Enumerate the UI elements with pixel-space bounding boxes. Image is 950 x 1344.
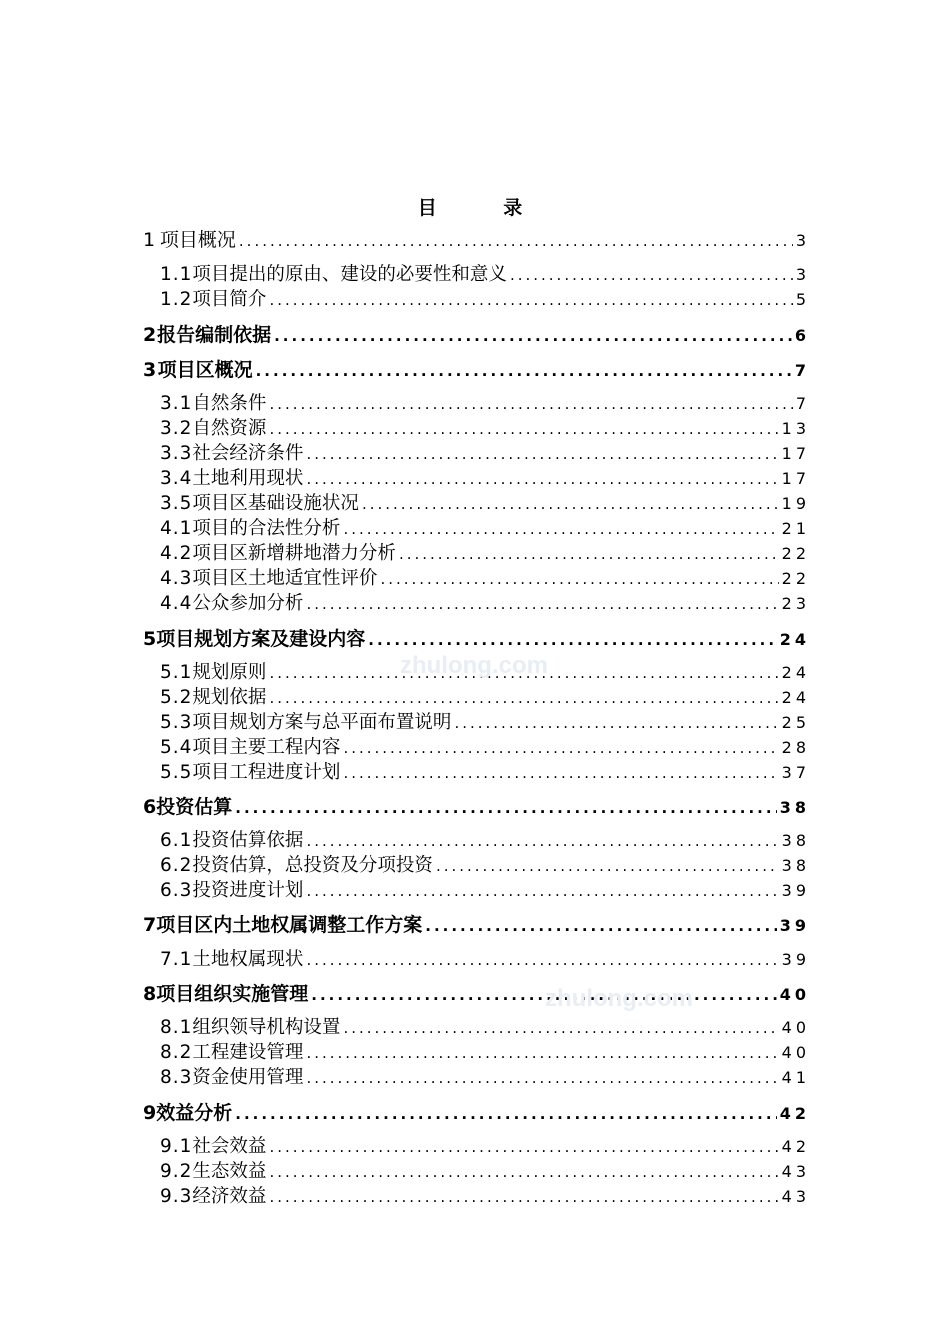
toc-entry-title: 规划原则	[192, 662, 267, 683]
toc-entry-page: 6	[794, 326, 810, 345]
toc-entry[interactable]	[160, 1066, 810, 1090]
toc-entry-title: 经济效益	[192, 1186, 267, 1207]
toc-entry-number: 5	[143, 628, 157, 650]
toc-entry-number: 8.1	[160, 1017, 193, 1038]
toc-entry-number: 6.2	[160, 855, 193, 876]
toc-entry-page: 21	[781, 519, 810, 538]
toc-entry[interactable]	[160, 1160, 810, 1184]
toc-entry-number: 3.5	[160, 493, 193, 514]
toc-entry-title: 项目区新增耕地潜力分析	[192, 543, 396, 564]
toc-entry-title: 自然条件	[192, 393, 267, 414]
toc-dot-leader	[306, 1066, 778, 1090]
toc-entry-title: 项目组织实施管理	[156, 983, 309, 1005]
toc-entry-page: 3	[795, 231, 810, 250]
toc-entry-page: 38	[779, 798, 810, 817]
toc-entry-title: 投资估算	[156, 796, 233, 818]
toc-entry[interactable]	[143, 1101, 810, 1125]
toc-entry-page: 39	[781, 950, 810, 969]
toc-entry-number: 5.5	[160, 762, 193, 783]
toc-entry-number: 3	[143, 359, 157, 381]
toc-entry-title: 项目概况	[159, 229, 236, 251]
toc-entry-page: 24	[781, 663, 810, 682]
toc-entry-page: 22	[781, 569, 810, 588]
toc-dot-leader	[269, 1185, 778, 1209]
toc-entry-number: 5.2	[160, 687, 193, 708]
toc-entry-title: 项目主要工程内容	[192, 737, 341, 758]
toc-entry-number: 1.1	[160, 264, 193, 285]
toc-title: 目 录	[417, 197, 553, 219]
toc-entry-page: 40	[781, 1043, 810, 1062]
toc-entry[interactable]	[160, 288, 810, 312]
toc-entry-number: 2	[143, 324, 157, 346]
toc-dot-leader	[269, 686, 778, 710]
toc-entry-number: 1	[143, 229, 156, 251]
toc-dot-leader	[269, 417, 778, 441]
toc-entry-page: 43	[781, 1187, 810, 1206]
toc-entry[interactable]	[160, 761, 810, 785]
toc-entry-number: 5.4	[160, 737, 193, 758]
toc-dot-leader	[306, 1041, 778, 1065]
toc-entry-page: 25	[781, 713, 810, 732]
toc-entry[interactable]	[143, 358, 810, 382]
toc-entry-page: 42	[781, 1137, 810, 1156]
toc-entry-page: 40	[781, 1018, 810, 1037]
toc-entry-title: 项目区概况	[157, 359, 253, 381]
toc-entry[interactable]	[160, 1041, 810, 1065]
toc-dot-leader	[343, 517, 778, 541]
toc-dot-leader	[306, 948, 778, 972]
toc-entry-number: 7.1	[160, 949, 193, 970]
toc-entry-page: 17	[781, 469, 810, 488]
toc-entry-number: 6.1	[160, 830, 193, 851]
toc-entry-title: 投资进度计划	[192, 880, 304, 901]
toc-dot-leader	[269, 661, 778, 685]
toc-entry-number: 3.4	[160, 468, 193, 489]
toc-entry[interactable]	[160, 392, 810, 416]
toc-entry-page: 3	[795, 265, 810, 284]
toc-entry-title: 报告编制依据	[157, 324, 272, 346]
toc-entry[interactable]	[160, 661, 810, 685]
toc-entry-title: 效益分析	[156, 1102, 233, 1124]
toc-dot-leader	[306, 442, 778, 466]
toc-entry[interactable]	[160, 711, 810, 735]
toc-entry[interactable]	[160, 517, 810, 541]
toc-dot-leader	[399, 542, 779, 566]
toc-dot-leader	[269, 1160, 778, 1184]
toc-entry-title: 项目区基础设施状况	[192, 493, 359, 514]
toc-entry-page: 42	[779, 1104, 810, 1123]
toc-entry-number: 9.3	[160, 1186, 193, 1207]
toc-entry-number: 6	[143, 796, 157, 818]
toc-entry-page: 23	[781, 594, 810, 613]
toc-dot-leader	[343, 1016, 778, 1040]
toc-entry-number: 3.1	[160, 393, 193, 414]
toc-entry-page: 38	[781, 831, 810, 850]
toc-dot-leader	[306, 592, 778, 616]
toc-entry[interactable]	[143, 228, 810, 252]
toc-dot-leader	[269, 1135, 778, 1159]
toc-entry-number: 8.2	[160, 1042, 193, 1063]
toc-entry-page: 43	[781, 1162, 810, 1181]
toc-entry[interactable]	[160, 263, 810, 287]
toc-entry[interactable]	[160, 592, 810, 616]
toc-dot-leader	[235, 1102, 776, 1126]
toc-entry-title: 投资估算依据	[192, 830, 304, 851]
toc-entry-number: 5.3	[160, 712, 193, 733]
toc-entry-title: 规划依据	[192, 687, 267, 708]
toc-entry-title: 项目简介	[192, 289, 267, 310]
toc-entry-page: 5	[795, 290, 810, 309]
toc-dot-leader	[274, 324, 792, 348]
watermark: zhulong.com	[545, 985, 693, 1012]
toc-entry[interactable]	[160, 542, 810, 566]
toc-entry-number: 9.1	[160, 1136, 193, 1157]
toc-entry-page: 41	[781, 1068, 810, 1087]
toc-entry-title: 资金使用管理	[192, 1067, 304, 1088]
toc-entry-title: 项目工程进度计划	[192, 762, 341, 783]
toc-entry-page: 19	[781, 494, 810, 513]
toc-entry-title: 组织领导机构设置	[192, 1017, 341, 1038]
toc-entry[interactable]	[160, 1016, 810, 1040]
watermark: zhulong.com	[400, 652, 548, 679]
toc-entry-title: 社会经济条件	[192, 443, 304, 464]
toc-dot-leader	[454, 711, 778, 735]
toc-entry-page: 24	[781, 688, 810, 707]
toc-entry-number: 8.3	[160, 1067, 193, 1088]
toc-dot-leader	[269, 288, 792, 312]
toc-entry[interactable]	[143, 795, 810, 819]
toc-dot-leader	[368, 628, 776, 652]
toc-entry-page: 22	[781, 544, 810, 563]
toc-entry[interactable]	[160, 829, 810, 853]
toc-dot-leader	[306, 467, 778, 491]
toc-dot-leader	[425, 914, 776, 938]
toc-entry[interactable]	[160, 467, 810, 491]
toc-entry[interactable]	[160, 417, 810, 441]
toc-entry-title: 项目的合法性分析	[192, 518, 341, 539]
toc-entry-number: 7	[143, 914, 157, 936]
toc-entry[interactable]	[143, 913, 810, 937]
toc-entry[interactable]	[160, 1135, 810, 1159]
toc-entry-title: 社会效益	[192, 1136, 267, 1157]
toc-dot-leader	[510, 263, 793, 287]
toc-entry-title: 项目规划方案与总平面布置说明	[192, 712, 452, 733]
toc-entry-page: 39	[779, 916, 810, 935]
toc-entry-title: 项目规划方案及建设内容	[156, 628, 366, 650]
toc-dot-leader	[343, 761, 778, 785]
toc-entry-number: 4.3	[160, 568, 193, 589]
toc-entry-number: 3.3	[160, 443, 193, 464]
toc-dot-leader	[269, 392, 792, 416]
toc-entry-number: 4.4	[160, 593, 193, 614]
toc-entry[interactable]	[160, 1185, 810, 1209]
toc-entry-page: 38	[781, 856, 810, 875]
toc-entry-page: 13	[781, 419, 810, 438]
toc-dot-leader	[436, 854, 779, 878]
toc-dot-leader	[239, 229, 793, 253]
toc-dot-leader	[235, 796, 776, 820]
toc-entry-title: 生态效益	[192, 1161, 267, 1182]
toc-entry-page: 7	[795, 394, 810, 413]
toc-entry-title: 项目提出的原由、建设的必要性和意义	[192, 264, 507, 285]
toc-dot-leader	[256, 359, 792, 383]
toc-entry-title: 投资估算，总投资及分项投资	[192, 855, 433, 876]
toc-entry[interactable]	[160, 879, 810, 903]
toc-entry[interactable]	[160, 492, 810, 516]
toc-entry-page: 37	[781, 763, 810, 782]
toc-entry[interactable]	[160, 736, 810, 760]
toc-entry-title: 土地权属现状	[192, 949, 304, 970]
toc-entry-title: 土地利用现状	[192, 468, 304, 489]
toc-dot-leader	[306, 829, 778, 853]
toc-entry-number: 4.2	[160, 543, 193, 564]
toc-entry-title: 项目区土地适宜性评价	[192, 568, 378, 589]
toc-entry-number: 6.3	[160, 880, 193, 901]
toc-entry[interactable]	[143, 982, 810, 1006]
toc-entry-number: 8	[143, 983, 157, 1005]
toc-entry-title: 公众参加分析	[192, 593, 304, 614]
toc-entry-title: 项目区内土地权属调整工作方案	[156, 914, 423, 936]
toc-entry-number: 9	[143, 1102, 157, 1124]
toc-entry-number: 1.2	[160, 289, 193, 310]
toc-entry-page: 17	[781, 444, 810, 463]
toc-dot-leader	[306, 879, 778, 903]
toc-entry-page: 40	[779, 985, 810, 1004]
toc-dot-leader	[362, 492, 779, 516]
toc-entry[interactable]	[160, 442, 810, 466]
toc-entry[interactable]	[160, 686, 810, 710]
toc-entry-page: 7	[794, 361, 810, 380]
toc-dot-leader	[343, 736, 778, 760]
toc-entry-title: 工程建设管理	[192, 1042, 304, 1063]
toc-entry[interactable]	[160, 948, 810, 972]
toc-entry-page: 39	[781, 881, 810, 900]
toc-entry-number: 3.2	[160, 418, 193, 439]
toc-entry-number: 4.1	[160, 518, 193, 539]
toc-dot-leader	[380, 567, 778, 591]
toc-entry[interactable]	[143, 323, 810, 347]
toc-entry-page: 24	[779, 630, 810, 649]
toc-entry[interactable]	[160, 854, 810, 878]
toc-entry-number: 9.2	[160, 1161, 193, 1182]
toc-dot-leader	[311, 983, 776, 1007]
toc-entry[interactable]	[160, 567, 810, 591]
toc-entry[interactable]	[143, 627, 810, 651]
toc-entry-number: 5.1	[160, 662, 193, 683]
toc-entry-page: 28	[781, 738, 810, 757]
toc-entry-title: 自然资源	[192, 418, 267, 439]
